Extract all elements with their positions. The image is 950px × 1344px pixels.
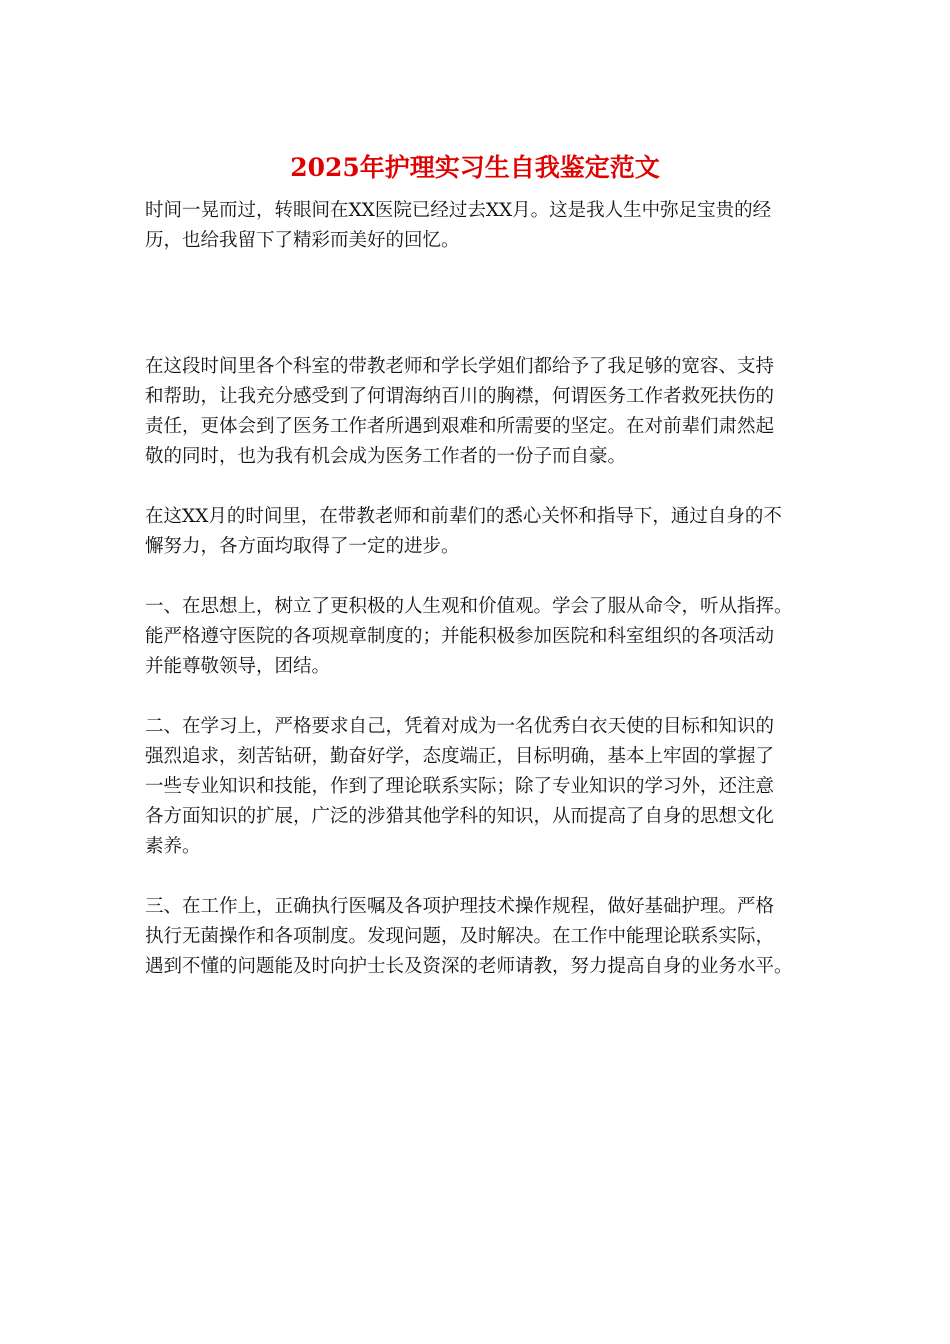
paragraph-line: 强烈追求，刻苦钻研，勤奋好学，态度端正，目标明确，基本上牢固的掌握了 [145, 746, 775, 767]
paragraph-line: 能严格遵守医院的各项规章制度的；并能积极参加医院和科室组织的各项活动 [145, 626, 775, 647]
paragraph-spacer [145, 562, 813, 592]
document-body [145, 196, 813, 982]
paragraph-line: 三、在工作上，正确执行医嘱及各项护理技术操作规程，做好基础护理。严格 [145, 896, 775, 917]
paragraph-6 [145, 892, 813, 982]
paragraph-line: 懈努力，各方面均取得了一定的进步。 [145, 536, 460, 557]
document-title: 2025年护理实习生自我鉴定范文 [290, 153, 660, 182]
paragraph-line: 敬的同时，也为我有机会成为医务工作者的一份子而自豪。 [145, 446, 627, 467]
paragraph-2 [145, 352, 813, 472]
paragraph-line: 一、在思想上，树立了更积极的人生观和价值观。学会了服从命令，听从指挥。 [145, 596, 793, 617]
paragraph-line: 素养。 [145, 836, 201, 857]
paragraph-5 [145, 712, 813, 862]
paragraph-3 [145, 502, 813, 562]
paragraph-line: 执行无菌操作和各项制度。发现问题，及时解决。在工作中能理论联系实际， [145, 926, 775, 947]
paragraph-spacer [145, 862, 813, 892]
paragraph-line: 遇到不懂的问题能及时向护士长及资深的老师请教，努力提高自身的业务水平。 [145, 956, 793, 977]
paragraph-spacer [145, 256, 813, 352]
paragraph-line: 各方面知识的扩展，广泛的涉猎其他学科的知识，从而提高了自身的思想文化 [145, 806, 775, 827]
paragraph-line: 二、在学习上，严格要求自己，凭着对成为一名优秀白衣天使的目标和知识的 [145, 716, 775, 737]
paragraph-line: 历，也给我留下了精彩而美好的回忆。 [145, 230, 460, 251]
paragraph-line: 一些专业知识和技能，作到了理论联系实际；除了专业知识的学习外，还注意 [145, 776, 775, 797]
paragraph-line: 和帮助，让我充分感受到了何谓海纳百川的胸襟，何谓医务工作者救死扶伤的 [145, 386, 775, 407]
paragraph-4 [145, 592, 813, 682]
paragraph-line: 在这XX月的时间里，在带教老师和前辈们的悉心关怀和指导下，通过自身的不 [145, 506, 782, 527]
paragraph-1 [145, 196, 813, 256]
paragraph-spacer [145, 472, 813, 502]
paragraph-line: 责任，更体会到了医务工作者所遇到艰难和所需要的坚定。在对前辈们肃然起 [145, 416, 775, 437]
paragraph-spacer [145, 682, 813, 712]
paragraph-line: 时间一晃而过，转眼间在XX医院已经过去XX月。这是我人生中弥足宝贵的经 [145, 200, 772, 221]
paragraph-line: 并能尊敬领导，团结。 [145, 656, 331, 677]
paragraph-line: 在这段时间里各个科室的带教老师和学长学姐们都给予了我足够的宽容、支持 [145, 356, 775, 377]
